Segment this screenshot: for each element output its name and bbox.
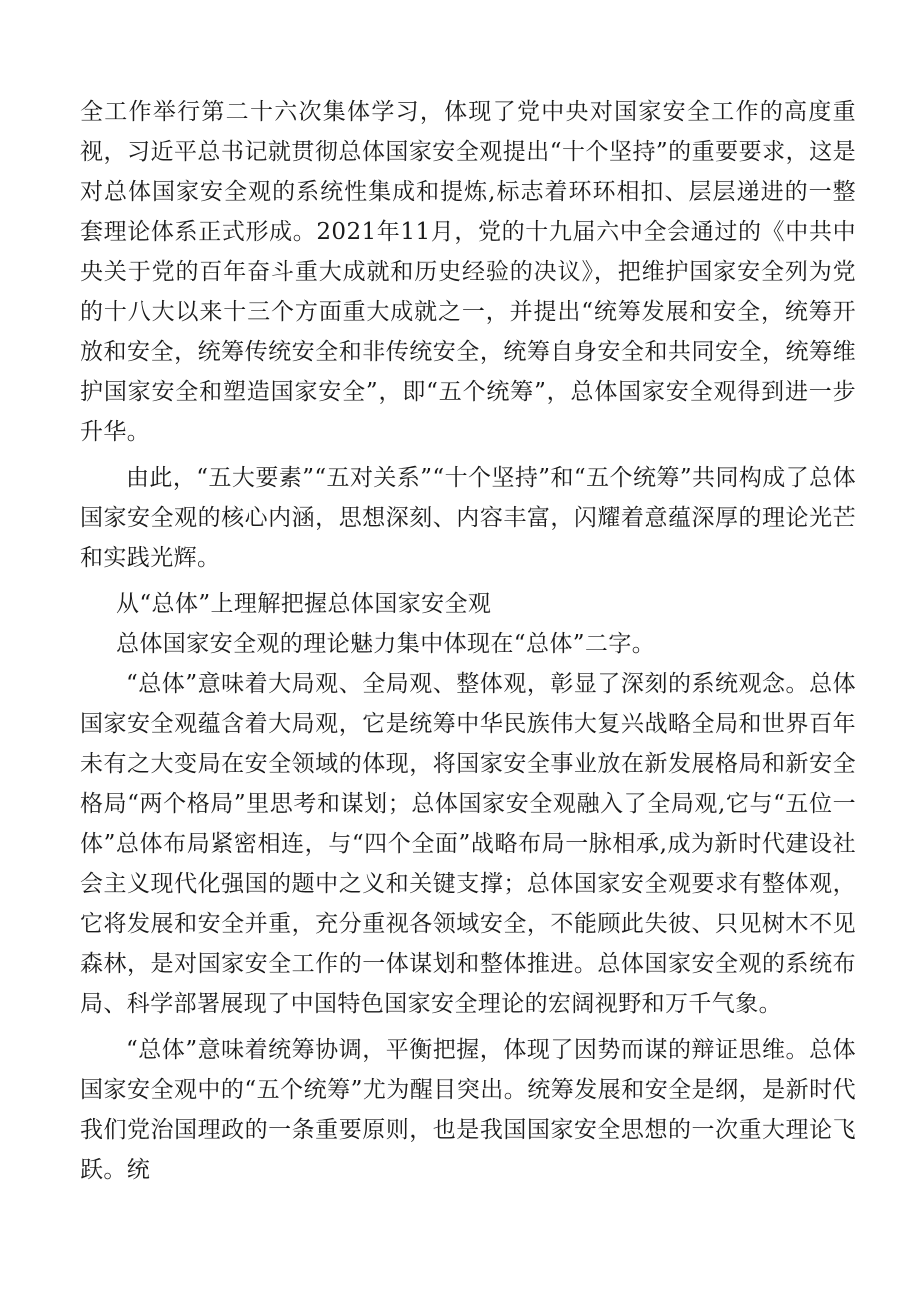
section-heading: 从“总体”上理解把握总体国家安全观 — [116, 591, 492, 617]
paragraph-3: 总体国家安全观的理论魅力集中体现在“总体”二字。 — [116, 631, 656, 657]
paragraph-2: 由此，“五大要素”“五对关系”“十个坚持”和“五个统筹”共同构成了总体国家安全观的核心内涵，思想深刻、内容丰富，闪耀着意蕴深厚的理论光芒和实践光辉。 — [80, 465, 856, 571]
paragraph-1: 全工作举行第二十六次集体学习，体现了党中央对国家安全工作的高度重视，习近平总书记就贯彻总体国家安全观提出“十个坚持”的重要要求，这是对总体国家安全观的系统性集成和提炼,标志着环环相扣、层层递进的一整套理论体系正式形成。2021年11月，党的十九届六中全会通过的《中共中央关于党的百年奋斗重大成就和历史经验的决议》，把维护国家安全列为党的十八大以来十三个方面重大成就之一，并提出“统筹发展和安全，统筹开放和安全，统筹传统安全和非传统安全，统筹自身安全和共同安全，统筹维护国家安全和塑造国家安全”，即“五个统筹”，总体国家安全观得到进一步升华。 — [80, 99, 856, 445]
document-body — [80, 92, 856, 1196]
paragraph-4: “总体”意味着大局观、全局观、整体观，彰显了深刻的系统观念。总体国家安全观蕴含着大局观，它是统筹中华民族伟大复兴战略全局和世界百年未有之大变局在安全领域的体现，将国家安全事业放在新发展格局和新安全格局“两个格局”里思考和谋划；总体国家安全观融入了全局观,它与“五位一体”总体布局紧密相连，与“四个全面”战略布局一脉相承,成为新时代建设社会主义现代化强国的题中之义和关键支撑；总体国家安全观要求有整体观，它将发展和安全并重，充分重视各领域安全，不能顾此失彼、只见树木不见森林，是对国家安全工作的一体谋划和整体推进。总体国家安全观的系统布局、科学部署展现了中国特色国家安全理论的宏阔视野和万千气象。 — [80, 671, 856, 1017]
paragraph-5: “总体”意味着统筹协调，平衡把握，体现了因势而谋的辩证思维。总体国家安全观中的“五个统筹”尤为醒目突出。统筹发展和安全是纲，是新时代我们党治国理政的一条重要原则，也是我国国家安全思想的一次重大理论飞跃。统 — [80, 1037, 856, 1183]
